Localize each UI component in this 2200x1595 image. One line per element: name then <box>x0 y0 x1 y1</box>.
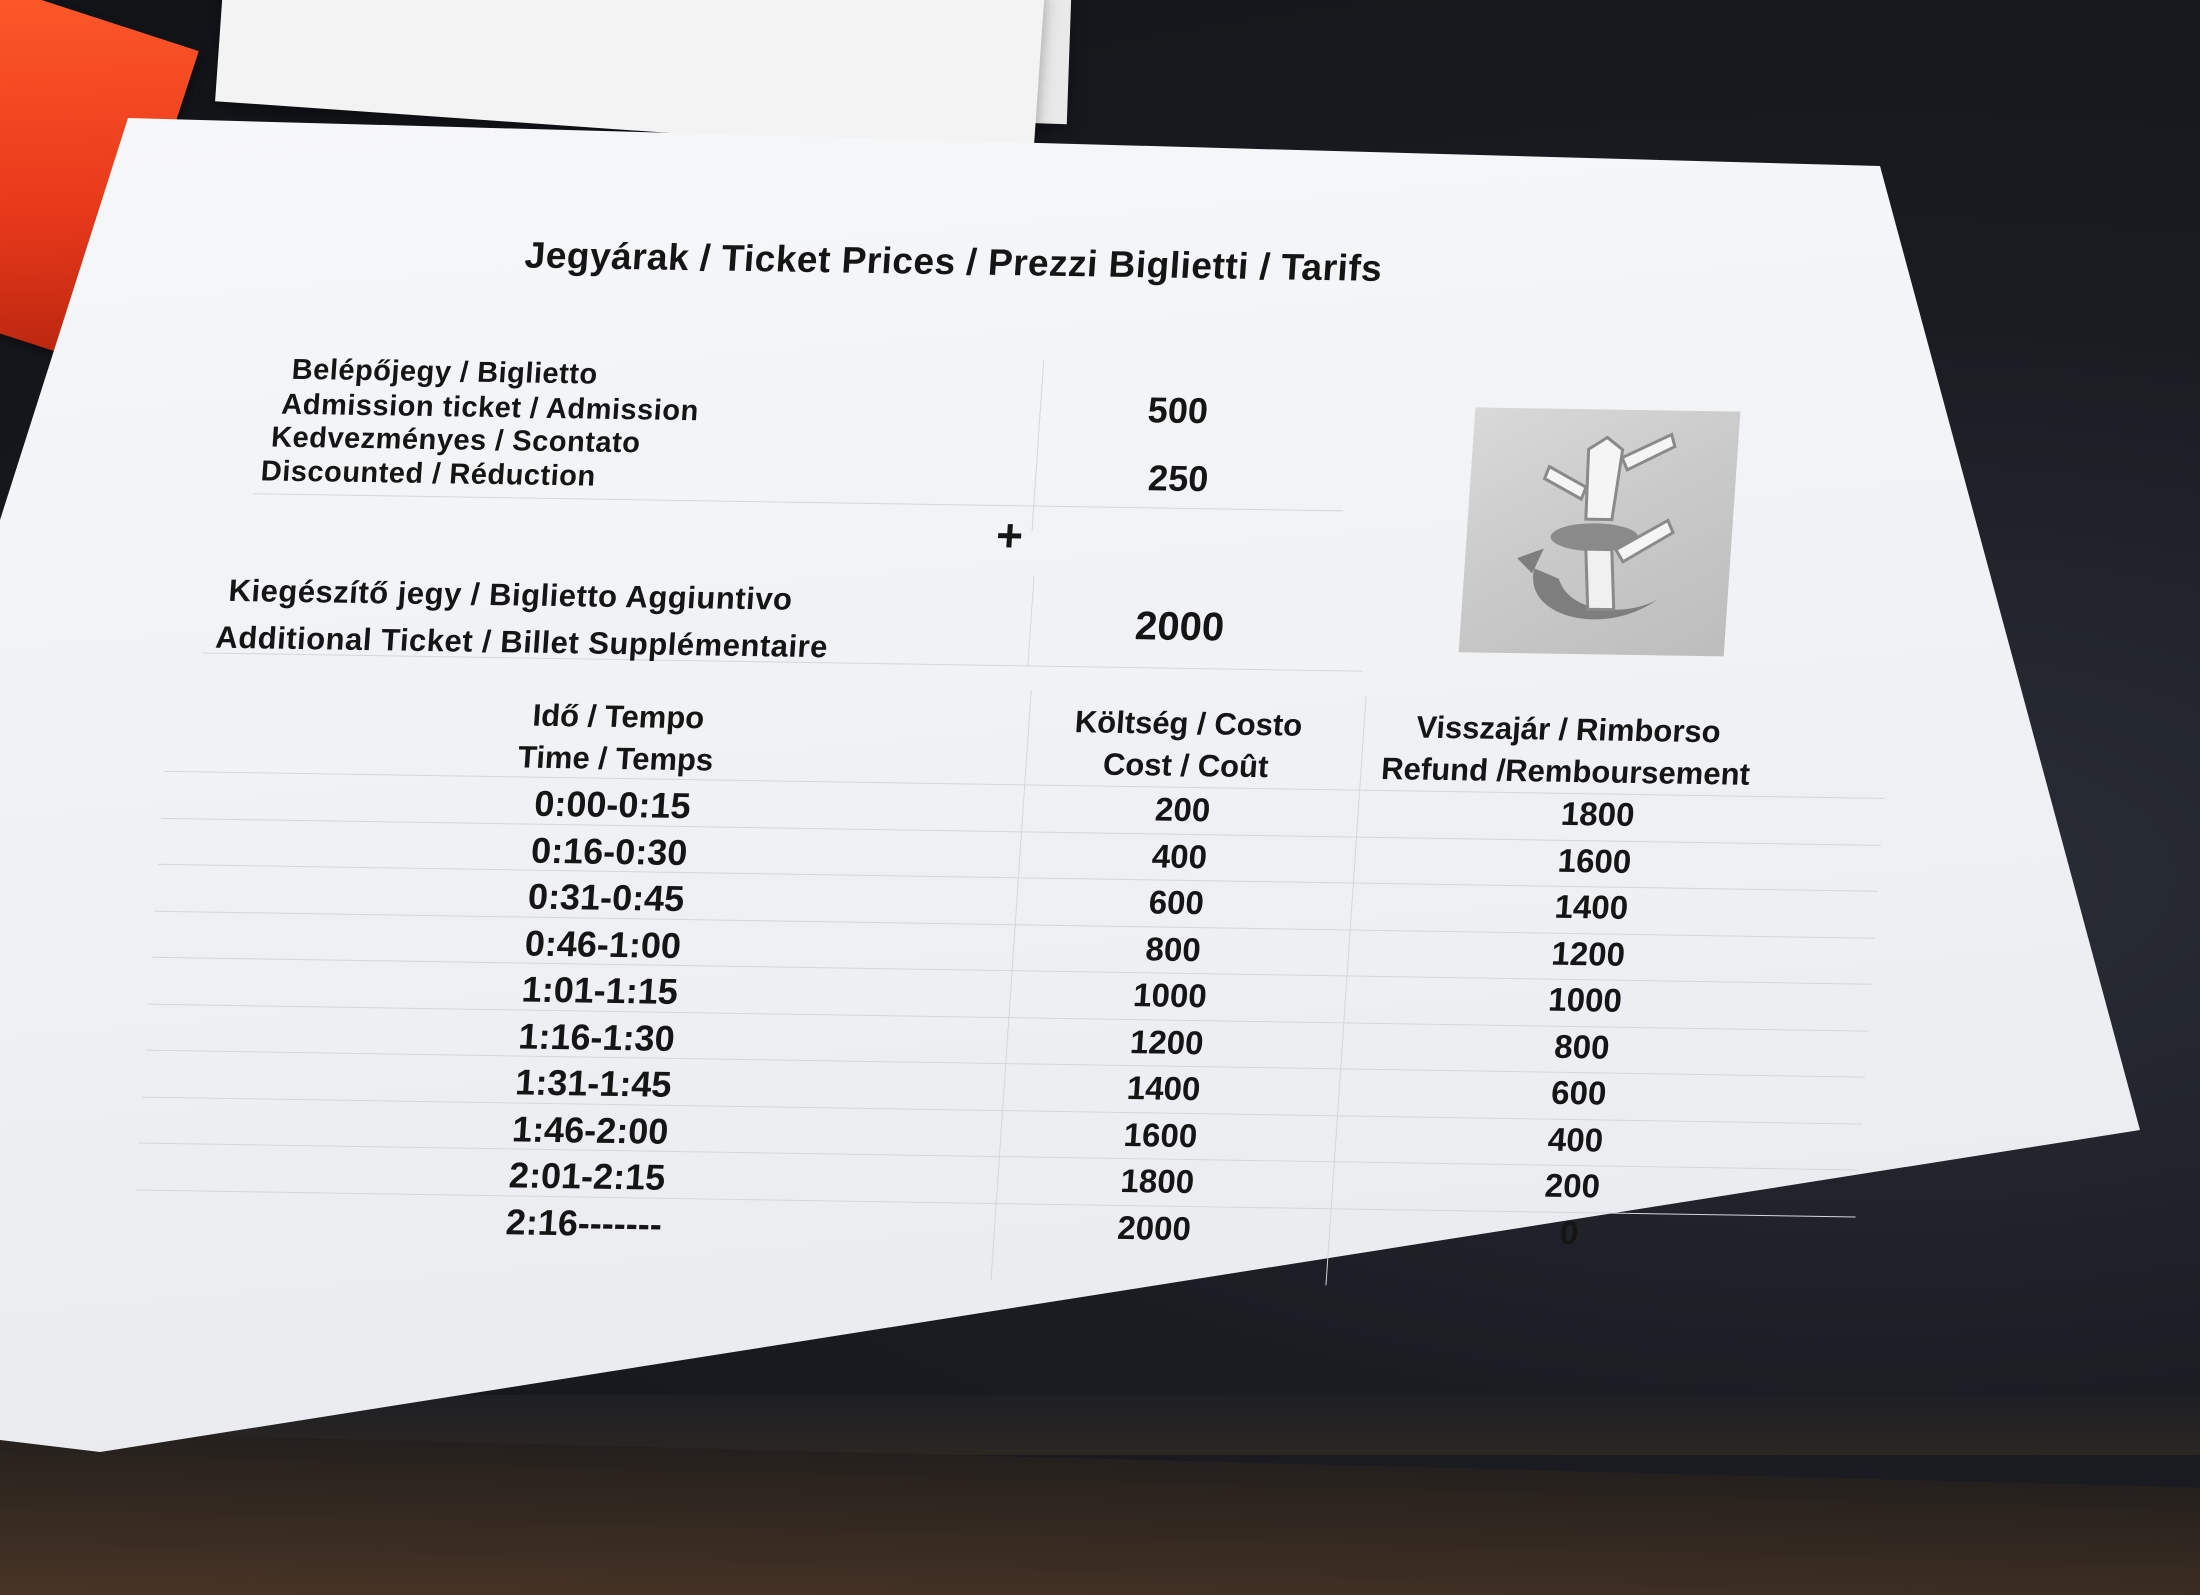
additional-price: 2000 <box>1133 604 1226 650</box>
refund-cell: 1600 <box>1556 841 1633 880</box>
refund-cell: 1400 <box>1553 887 1630 926</box>
time-cell: 0:16-0:30 <box>529 829 689 873</box>
time-header-2: Time / Temps <box>516 739 715 778</box>
time-cell: 1:16-1:30 <box>517 1015 677 1059</box>
time-cell: 1:31-1:45 <box>514 1061 673 1105</box>
refund-cell: 600 <box>1550 1073 1608 1112</box>
refund-cell: 1200 <box>1550 934 1627 973</box>
table-rules <box>48 0 2200 20</box>
additional-label-1: Kiegészítő jegy / Biglietto Aggiuntivo <box>227 572 794 617</box>
discounted-price: 250 <box>1146 457 1210 500</box>
additional-divider <box>1027 576 1034 666</box>
time-cell: 1:01-1:15 <box>520 968 680 1012</box>
admission-label-2: Admission ticket / Admission <box>280 388 700 428</box>
plus-sign: + <box>994 508 1025 562</box>
time-cell: 0:00-0:15 <box>533 782 692 827</box>
refund-cell: 1000 <box>1547 980 1624 1019</box>
cost-cell: 200 <box>1153 790 1212 829</box>
admission-label-3: Kedvezményes / Scontato <box>270 421 642 460</box>
admission-price: 500 <box>1146 389 1210 432</box>
time-cell: 0:31-0:45 <box>526 875 686 920</box>
refund-cell: 0 <box>1558 1213 1580 1251</box>
additional-label-2: Additional Ticket / Billet Supplémentaire <box>214 619 830 665</box>
time-cell: 1:46-2:00 <box>510 1107 670 1152</box>
cost-cell: 1000 <box>1132 976 1209 1015</box>
refund-header-2: Refund /Remboursement <box>1380 751 1752 792</box>
cost-header-1: Költség / Costo <box>1073 704 1304 743</box>
admission-label-1: Belépőjegy / Biglietto <box>290 353 599 391</box>
cost-cell: 1400 <box>1125 1069 1202 1108</box>
time-cell: 2:01-2:15 <box>507 1154 667 1198</box>
admission-label-4: Discounted / Réduction <box>259 455 597 493</box>
cost-cell: 400 <box>1150 836 1209 875</box>
cost-cell: 2000 <box>1116 1208 1193 1247</box>
refund-cell: 400 <box>1546 1120 1605 1159</box>
refund-header-1: Visszajár / Rimborso <box>1415 709 1722 750</box>
refund-cell: 800 <box>1553 1027 1611 1066</box>
table-divider-time-cost <box>990 690 1031 1279</box>
cost-cell: 1800 <box>1119 1161 1196 1201</box>
time-cell: 2:16------- <box>504 1200 664 1245</box>
page-title: Jegyárak / Ticket Prices / Prezzi Biglietti / Tarifs <box>523 234 1384 289</box>
refund-cell: 200 <box>1543 1166 1602 1205</box>
cost-header-2: Cost / Coût <box>1101 746 1270 785</box>
museum-logo <box>1459 407 1741 656</box>
time-header-1: Idő / Tempo <box>531 697 706 736</box>
time-cell: 0:46-1:00 <box>523 922 683 966</box>
cost-cell: 600 <box>1147 883 1206 922</box>
cost-cell: 800 <box>1144 929 1203 968</box>
cost-cell: 1600 <box>1122 1115 1199 1154</box>
cost-cell: 1200 <box>1128 1022 1205 1061</box>
museum-logo-icon <box>1459 407 1741 656</box>
refund-cell: 1800 <box>1559 794 1636 833</box>
